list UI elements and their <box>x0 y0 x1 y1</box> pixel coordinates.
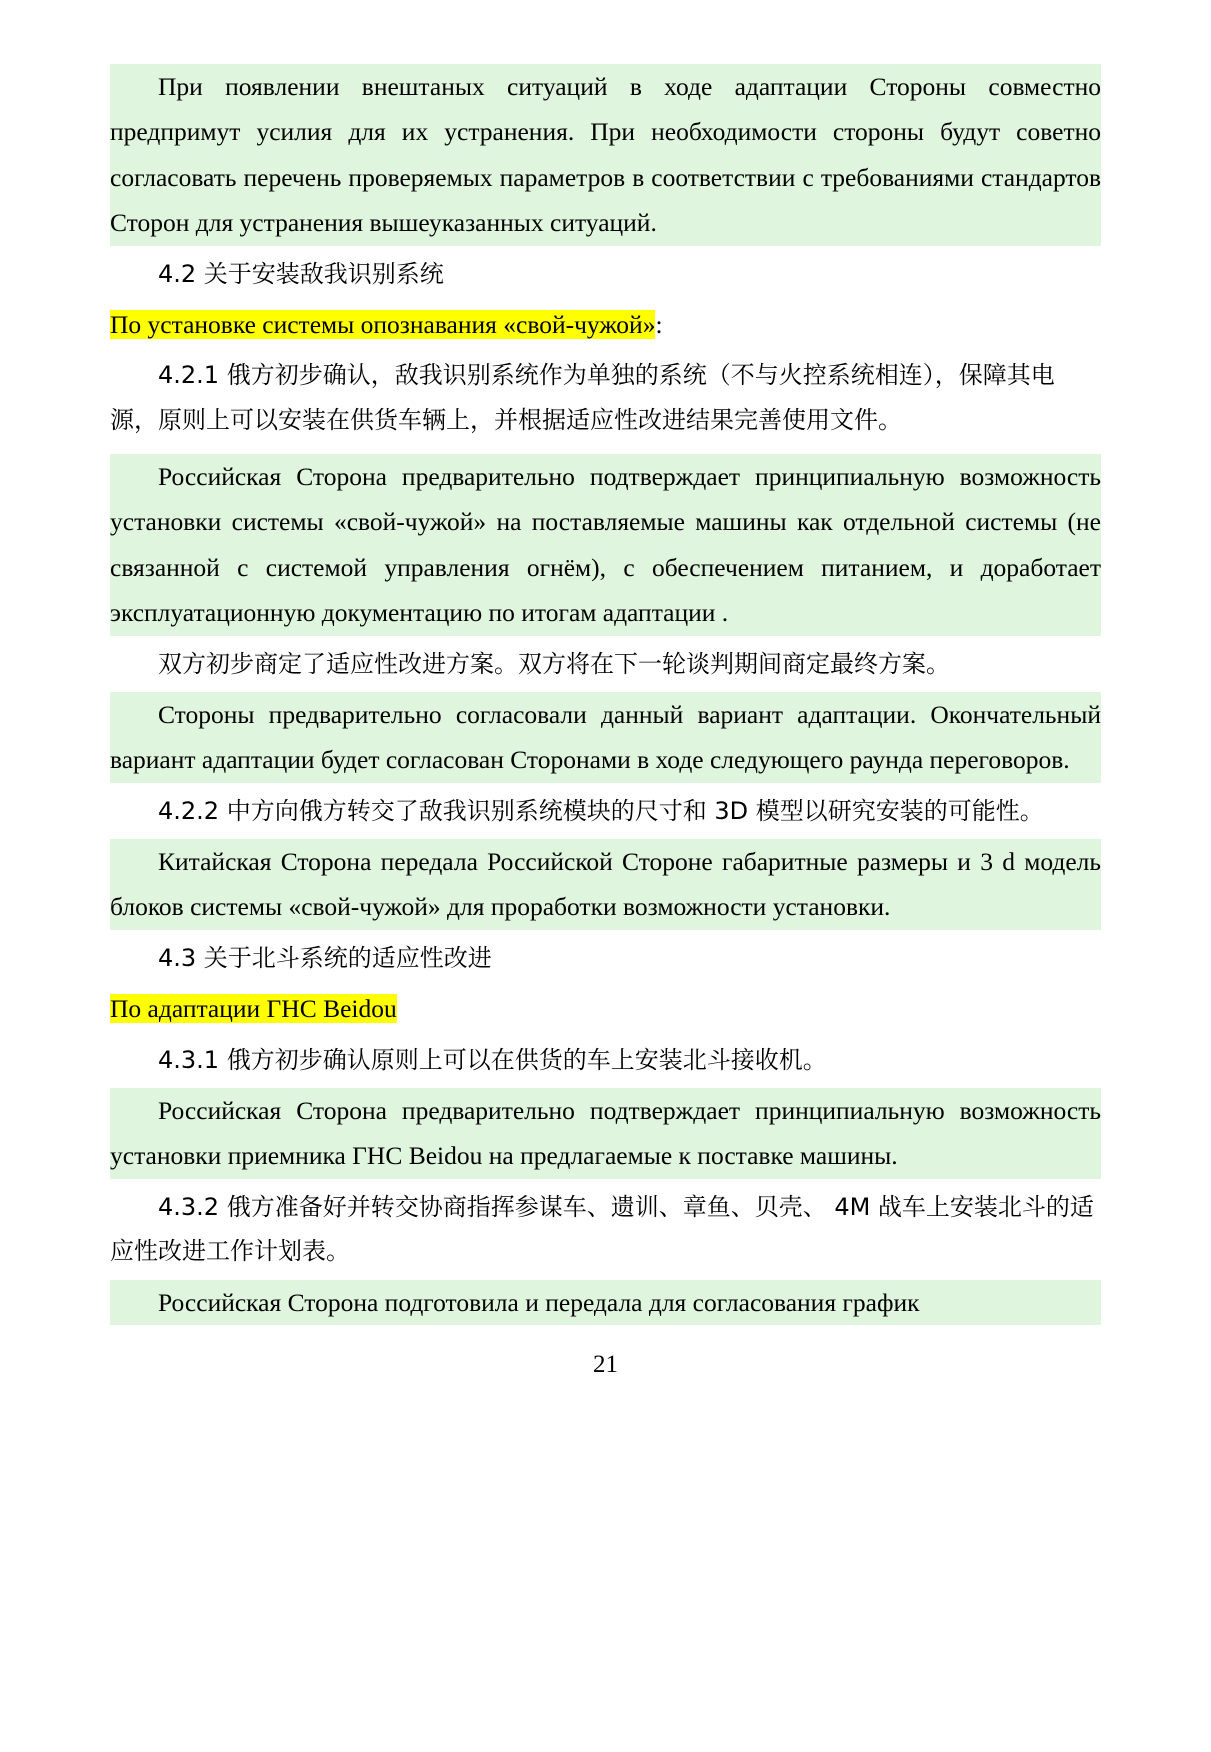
paragraph-4-3-1: 4.3.1 俄方初步确认原则上可以在供货的车上安装北斗接收机。 <box>158 1045 827 1074</box>
document-body <box>110 64 1101 1379</box>
paragraph-4-3-2: 4.3.2 俄方准备好并转交协商指挥参谋车、遗训、章鱼、贝壳、 4M 战车上安装北斗的适应性改进工作计划表。 <box>110 1192 1094 1266</box>
paragraph-4-3-2-russian: Российская Сторона подготовила и передала для согласования график <box>158 1287 920 1317</box>
paragraph-4-2-agreement: 双方初步商定了适应性改进方案。双方将在下一轮谈判期间商定最终方案。 <box>158 649 950 678</box>
paragraph-block-4-2-1-russian <box>110 454 1101 636</box>
heading-4-2-russian-tail: : <box>655 309 663 339</box>
paragraph-4-2-2: 4.2.2 中方向俄方转交了敌我识别系统模块的尺寸和 3D 模型以研究安装的可能性。 <box>158 796 1044 825</box>
paragraph-block-4-3-2-russian <box>110 1280 1101 1325</box>
heading-4-3-russian-highlight: По адаптации ГНС Beidou <box>110 994 397 1024</box>
paragraph-block-4-3-1-russian <box>110 1088 1101 1179</box>
paragraph-intro: При появлении внештаных ситуаций в ходе адаптации Стороны совместно предпримут усилия для их устранения. При необходимости стороны будут советно согласовать перечень проверяемых параметров в соответствии с требованиями стандартов Сторон для устранения вышеуказанных ситуаций. <box>110 72 1101 238</box>
paragraph-block-intro <box>110 64 1101 246</box>
heading-4-3-russian <box>110 986 1101 1031</box>
heading-4-2: 4.2 关于安装敌我识别系统 <box>158 259 444 288</box>
heading-4-2-russian <box>110 302 1101 347</box>
paragraph-4-2-1-russian: Российская Сторона предварительно подтверждает принципиальную возможность установки системы «свой-чужой» на поставляемые машины как отдельной системы (не связанной с системой управления огнём), с обеспечением питанием, и доработает эксплуатационную документацию по итогам адаптации . <box>110 462 1101 628</box>
paragraph-4-2-1: 4.2.1 俄方初步确认，敌我识别系统作为单独的系统（不与火控系统相连），保障其电源，原则上可以安装在供货车辆上，并根据适应性改进结果完善使用文件。 <box>110 361 1055 434</box>
paragraph-block-4-2-agreement-russian <box>110 692 1101 783</box>
paragraph-block-4-2-2-russian <box>110 839 1101 930</box>
heading-4-3: 4.3 关于北斗系统的适应性改进 <box>158 943 492 972</box>
paragraph-4-3-1-russian: Российская Сторона предварительно подтверждает принципиальную возможность установки приемника ГНС Beidou на предлагаемые к поставке машины. <box>110 1095 1101 1171</box>
page-number: 21 <box>593 1350 618 1378</box>
spacer <box>110 442 1101 454</box>
paragraph-4-2-2-russian: Китайская Сторона передала Российской Стороне габаритные размеры и 3 d модель блоков системы «свой-чужой» для проработки возможности установки. <box>110 847 1101 922</box>
heading-4-2-russian-highlight: По установке системы опознавания «свой-чужой» <box>110 309 656 339</box>
paragraph-4-2-agreement-russian: Стороны предварительно согласовали данный вариант адаптации. Окончательный вариант адаптации будет согласован Сторонами в ходе следующего раунда переговоров. <box>110 699 1101 775</box>
